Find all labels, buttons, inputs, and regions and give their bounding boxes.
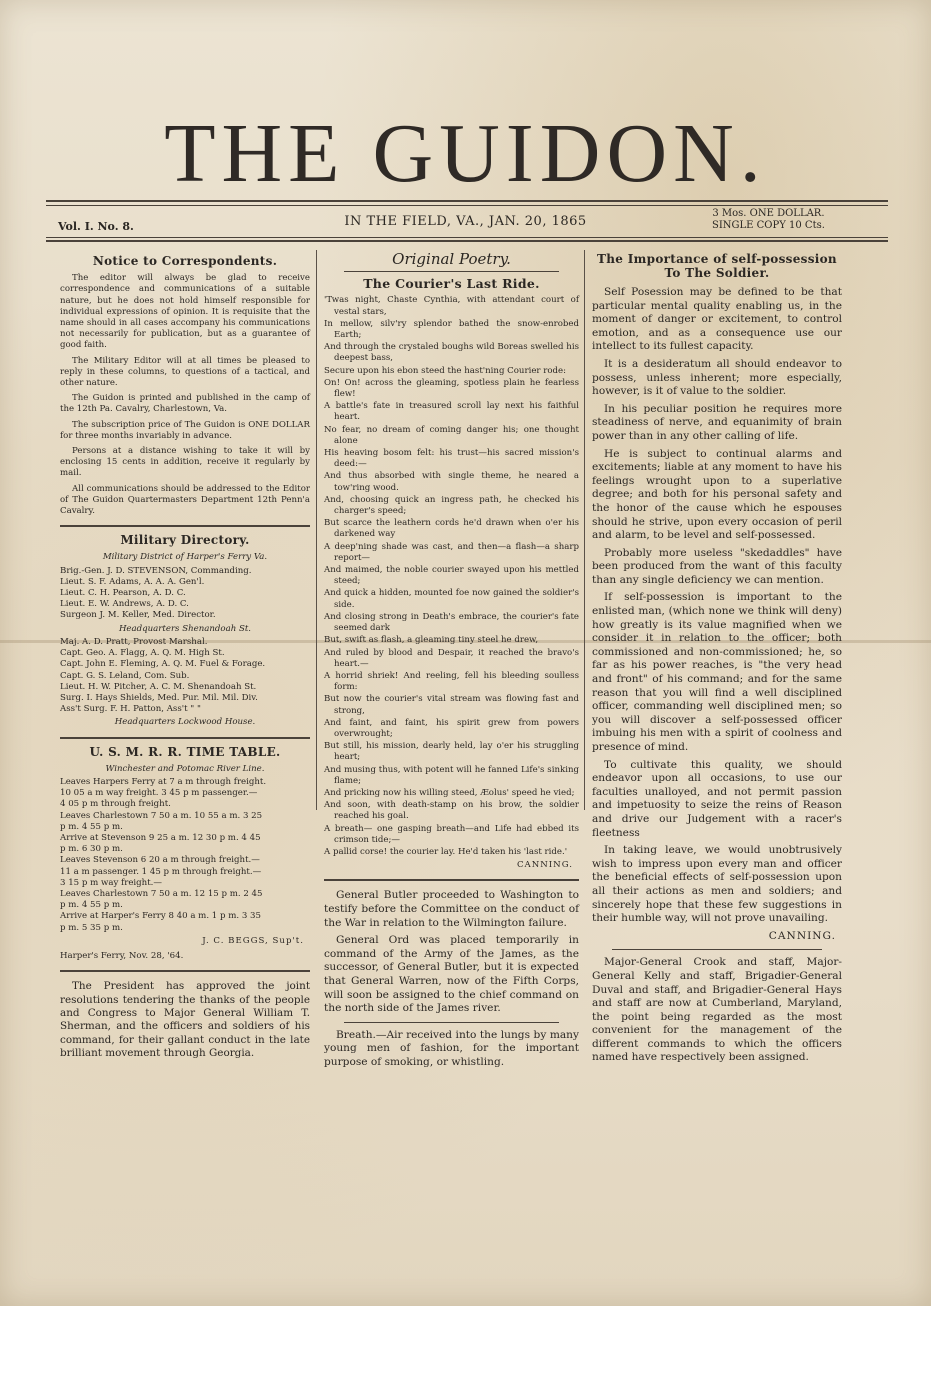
article-paragraph: If self-possession is important to the enlisted man, (which none we think will deny) how greatly is its value magnified when we consider it in relation to the officer; both commissioned and non-commissioned; he, so far as his power reaches, is "the very head and front" of his command; and for the same reason that you will find a well disciplined officer, commanding well disciplined men; so you will discover a self-possessed officer imbuing his men with a spirit of coolness and presence of mind. [592, 591, 842, 753]
timetable-line: p m. 4 55 p m. [60, 900, 123, 911]
column-1 [60, 250, 310, 1065]
poem-line: Secure upon his ebon steed the hast'ning Courier rode: [324, 365, 567, 376]
notice-paragraph: The Military Editor will at all times be pleased to reply in these columns, to questions of a tactical, and other nature. [60, 355, 310, 389]
section-rule [344, 271, 559, 272]
article-paragraph: To cultivate this quality, we should endeavor upon all occasions, to use our faculties unalloyed, and not permit passion and impetuosity to seize the reins of Reason and drive our Judgement with a racer's fleetness [592, 758, 842, 839]
poem-line: His heaving bosom felt: his trust—his sacred mission's deed:— [324, 448, 579, 470]
column-divider-2 [584, 250, 585, 810]
volume-number: Vol. I. No. 8. [58, 220, 134, 233]
directory-heading: Military Directory. [120, 533, 250, 548]
poem-line: But still, his mission, dearly held, lay o'er his struggling heart; [324, 741, 579, 763]
timetable-line: Leaves Charlestown 7 50 a m. 12 15 p m. 2 45 [60, 888, 263, 899]
timetable-line: 11 a m passenger. 1 45 p m through freight.— [60, 866, 262, 877]
timetable-line: 3 15 p m way freight.— [60, 877, 162, 888]
poem-line: But now the courier's vital stream was flowing fast and strong, [324, 694, 579, 716]
article-paragraph: In his peculiar position he requires more steadiness of nerve, and equanimity of brain power than in any other calling of life. [592, 402, 842, 442]
timetable-line: p m. 5 35 p m. [60, 922, 123, 933]
timetable-subheading: Winchester and Potomac River Line. [105, 763, 265, 774]
poem-line: A deep'ning shade was cast, and then—a flash—a sharp report— [324, 541, 579, 563]
directory-entry: Capt. John E. Fleming, A. Q. M. Fuel & Forage. [60, 659, 266, 670]
price-line-1: 3 Mos. ONE DOLLAR. [712, 208, 825, 219]
directory-entry: Maj. A. D. Pratt, Provost Marshal. [60, 636, 208, 647]
directory-subheading: Headquarters Shenandoah St. [118, 623, 252, 634]
timetable-heading: U. S. M. R. R. TIME TABLE. [89, 744, 281, 759]
poem-line: 'Twas night, Chaste Cynthia, with attendant court of vestal stars, [324, 295, 579, 317]
section-rule [60, 737, 310, 739]
notice-paragraph: Persons at a distance wishing to take it will by enclosing 15 cents in addition, receive it regularly by mail. [60, 446, 310, 479]
directory-entry: Capt. G. S. Leland, Com. Sub. [60, 670, 190, 681]
poem-signature: CANNING. [516, 860, 573, 871]
poem-line: And musing thus, with potent will he fanned Life's sinking flame; [324, 764, 579, 786]
poem-line: On! On! across the gleaming, spotless plain he fearless flew! [324, 377, 579, 400]
section-rule [344, 1022, 559, 1023]
article-paragraph: In taking leave, we would unobtrusively wish to impress upon every man and officer the beneficial effects of self-possession upon all their actions as men and soldiers; and sincerely hope that these few suggestions in their humble way, will not prove unavailing. [592, 844, 842, 925]
poem-line: In mellow, silv'ry splendor bathed the snow-enrobed Earth; [324, 318, 579, 341]
section-rule [60, 970, 310, 972]
dateline-rule [46, 240, 888, 242]
poem-line: A horrid shriek! And reeling, fell his bleeding soulless form: [324, 670, 579, 693]
timetable-line: Leaves Stevenson 6 20 a m through freight.— [60, 855, 260, 866]
poem-title: The Courier's Last Ride. [363, 276, 540, 292]
article-paragraph: Self Posession may be defined to be that particular mental quality enabling us, in the moment of danger or excitement, to control emotion, and as a consequence use our intellect to its fullest capacity. [592, 286, 842, 353]
directory-subheading: Military District of Harper's Ferry Va. [102, 552, 268, 563]
notice-paragraph: The subscription price of The Guidon is ONE DOLLAR for three months invariably in advance. [60, 419, 310, 441]
masthead-rule-top [46, 200, 888, 202]
article-paragraph: It is a desideratum all should endeavor to possess, unless inherent; more especially, however, is it of value to the soldier. [592, 357, 842, 398]
poem-line: A breath— one gasping breath—and Life had ebbed its crimson tide;— [324, 823, 579, 845]
dateline-rule-thin [46, 237, 888, 238]
directory-entry: Brig.-Gen. J. D. STEVENSON, Commanding. [60, 565, 252, 576]
timetable-line: Leaves Charlestown 7 50 a m. 10 55 a m. 3 25 [60, 810, 263, 821]
poem-line: A battle's fate in treasured scroll lay next his faithful heart. [324, 401, 579, 423]
masthead-title: THE GUIDON. [164, 107, 767, 200]
directory-entry: Lieut. E. W. Andrews, A. D. C. [60, 599, 189, 610]
timetable-line: Arrive at Harper's Ferry 8 40 a m. 1 p m. 3 35 [60, 911, 261, 922]
poem-line: And soon, with death-stamp on his brow, the soldier reached his goal. [324, 800, 579, 822]
poem-line: And pricking now his willing steed, Æolus' speed he vied; [324, 787, 575, 798]
timetable-date: Harper's Ferry, Nov. 28, '64. [60, 950, 184, 961]
price-line-2: SINGLE COPY 10 Cts. [712, 220, 825, 231]
ord-paragraph: General Ord was placed temporarily in command of the Army of the James, as the successor, of General Butler, but it is expected that General Warren, now of the Fifth Corps, will soon be assigned to the chief command on the north side of the James river. [324, 934, 579, 1015]
directory-subheading: Headquarters Lockwood House. [114, 717, 256, 728]
column-3 [592, 250, 842, 1069]
poem-line: But scarce the leathern cords he'd drawn when o'er his darkened way [324, 518, 579, 540]
poem-line: But, swift as flash, a gleaming tiny steel he drew, [324, 635, 539, 646]
directory-entry: Surg. I. Hays Shields, Med. Pur. Mil. Mil. Div. [60, 692, 258, 703]
poem-line: And quick a hidden, mounted foe now gained the soldier's side. [324, 588, 579, 610]
section-rule [324, 879, 579, 881]
article-signature: CANNING. [768, 929, 836, 942]
poem-body [324, 295, 579, 858]
poem-line: And ruled by blood and Despair, it reached the bravo's heart.— [324, 647, 579, 669]
poem-line: And closing strong in Death's embrace, the courier's fate seemed dark [324, 611, 579, 634]
directory-entry: Capt. Geo. A. Flagg, A. Q. M. High St. [60, 648, 225, 659]
masthead-rule-top-thin [46, 205, 888, 206]
article-paragraph: Probably more useless "skedaddles" have been produced from the want of this faculty than any single deficiency we can mention. [592, 546, 842, 586]
article-paragraph: He is subject to continual alarms and excitements; liable at any moment to have his feelings wrought upon to a superlative degree; and both for his personal safety and the honor of the cause which he espouses should he strive, upon every occasion of peril and alarm, to be level and self-possessed. [592, 447, 842, 542]
poem-line: A pallid corse! the courier lay. He'd taken his 'last ride.' [324, 846, 568, 857]
subscription-price [712, 208, 825, 232]
directory-entry: Ass't Surg. F. H. Patton, Ass't " " [60, 704, 201, 715]
timetable-line: Leaves Harpers Ferry at 7 a m through freight. [60, 776, 267, 787]
timetable-line: p m. 6 30 p m. [60, 844, 123, 855]
timetable-line: 10 05 a m way freight. 3 45 p m passenger.— [60, 788, 258, 799]
section-rule [60, 525, 310, 527]
directory-entry: Surgeon J. M. Keller, Med. Director. [60, 610, 216, 621]
poem-line: And maimed, the noble courier swayed upon his mettled steed; [324, 565, 579, 587]
poem-line: And faint, and faint, his spirit grew from powers overwrought; [324, 717, 579, 739]
poem-line: No fear, no dream of coming danger his; one thought alone [324, 424, 579, 446]
directory-entry: Lieut. H. W. Pitcher, A. C. M. Shenandoah St. [60, 681, 257, 692]
poem-line: And, choosing quick an ingress path, he checked his charger's speed; [324, 494, 579, 517]
timetable-line: p m. 4 55 p m. [60, 821, 123, 832]
president-paragraph: The President has approved the joint resolutions tendering the thanks of the people and Congress to Major General William T. Sherman, and the officers and soldiers of his command, for their gallant conduct in the late brilliant movement through Georgia. [60, 980, 310, 1060]
column-2 [324, 250, 579, 1073]
directory-entry: Lieut. C. H. Pearson, A. D. C. [60, 588, 186, 599]
notice-paragraph: All communications should be addressed to the Editor of The Guidon Quartermasters Department 12th Penn'a Cavalry. [60, 483, 310, 517]
poem-line: And thus absorbed with single theme, he neared a tow'ring wood. [324, 471, 579, 493]
butler-paragraph: General Butler proceeded to Washington to testify before the Committee on the conduct of the War in relation to the Wilmington failure. [324, 889, 579, 929]
notice-paragraph: The Guidon is printed and published in the camp of the 12th Pa. Cavalry, Charlestown, Va. [60, 393, 310, 415]
notice-paragraph: The editor will always be glad to receive correspondence and communications of a suitable nature, but he does not hold himself responsible for individual expressions of opinion. It is requisite that the name should in all cases accompany his communications not necessarily for publication, but as a guarantee of good faith. [60, 273, 310, 351]
self-possession-heading: The Importance of self-possession To The Soldier. [597, 252, 837, 280]
directory-entry: Lieut. S. F. Adams, A. A. A. Gen'l. [60, 576, 205, 587]
timetable-line: Arrive at Stevenson 9 25 a m. 12 30 p m. 4 45 [60, 832, 261, 843]
timetable-line: 4 05 p m through freight. [60, 799, 171, 810]
poem-line: And through the crystaled boughs wild Boreas swelled his deepest bass, [324, 342, 579, 364]
poetry-section-heading: Original Poetry. [392, 250, 511, 268]
section-rule [612, 949, 822, 950]
notice-heading: Notice to Correspondents. [92, 254, 278, 268]
dateline: IN THE FIELD, VA., JAN. 20, 1865 [344, 214, 587, 229]
timetable-signature: J. C. BEGGS, Sup't. [202, 935, 304, 946]
breath-paragraph: Breath.—Air received into the lungs by many young men of fashion, for the important purpose of smoking, or whistling. [324, 1028, 579, 1068]
crook-paragraph: Major-General Crook and staff, Major-General Kelly and staff, Brigadier-General Duval and staff, and Brigadier-General Hays and staff are now at Cumberland, Maryland, the point being regarded as the most convenient for the management of the different commands to which the officers named have respectively been assigned. [592, 956, 842, 1064]
column-divider-1 [316, 250, 317, 810]
